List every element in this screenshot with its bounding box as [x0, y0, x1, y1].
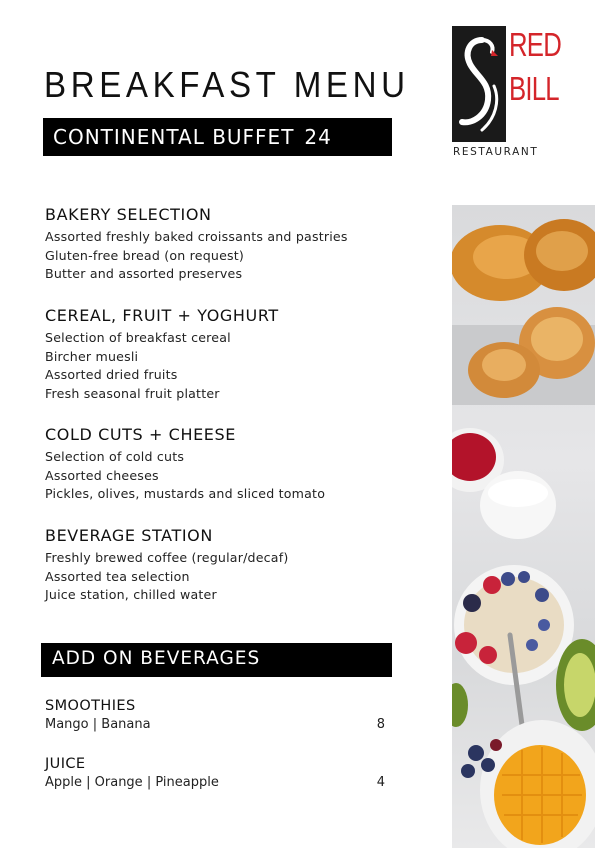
- menu-item: Pickles, olives, mustards and sliced tomato: [45, 486, 326, 502]
- section-cold-cuts: [45, 425, 405, 504]
- menu-item: Assorted cheeses: [45, 467, 159, 483]
- menu-item: Gluten-free bread (on request): [45, 247, 245, 263]
- section-cereal: [45, 306, 405, 403]
- addon-juice: [45, 756, 385, 790]
- addon-banner: ADD ON BEVERAGES: [41, 643, 392, 677]
- addon-price: 8: [376, 717, 385, 732]
- buffet-banner: [43, 118, 392, 156]
- buffet-price: 24: [304, 125, 332, 149]
- menu-item: Butter and assorted preserves: [45, 266, 243, 282]
- logo-line-bill: BILL: [509, 70, 559, 107]
- addon-options: Mango | Banana: [45, 717, 151, 732]
- restaurant-logo: [452, 26, 564, 158]
- menu-item: Selection of breakfast cereal: [45, 330, 231, 345]
- menu-item: Fresh seasonal fruit platter: [45, 385, 220, 401]
- menu-item: Assorted freshly baked croissants and pastries: [45, 229, 348, 244]
- section-heading: BEVERAGE STATION: [45, 526, 213, 545]
- page-title: BREAKFAST MENU: [44, 64, 410, 105]
- addon-name: JUICE: [45, 756, 86, 772]
- addon-name: SMOOTHIES: [45, 698, 136, 714]
- breakfast-photo: [452, 205, 595, 848]
- menu-item: Juice station, chilled water: [45, 587, 217, 603]
- section-heading: COLD CUTS + CHEESE: [45, 425, 236, 444]
- addon-smoothies: [45, 698, 385, 732]
- menu-item: Bircher muesli: [45, 348, 139, 364]
- menu-item: Freshly brewed coffee (regular/decaf): [45, 550, 289, 565]
- logo-line-red: RED: [509, 26, 562, 63]
- section-heading: CEREAL, FRUIT + YOGHURT: [45, 306, 279, 325]
- menu-item: Assorted dried fruits: [45, 367, 178, 383]
- logo-subtitle: RESTAURANT: [453, 146, 539, 158]
- menu-item: Assorted tea selection: [45, 568, 190, 584]
- addon-price: 4: [376, 775, 385, 790]
- section-beverage: [45, 526, 405, 605]
- section-heading: BAKERY SELECTION: [45, 205, 212, 224]
- swan-icon: [452, 26, 506, 142]
- section-bakery: [45, 205, 405, 284]
- menu-item: Selection of cold cuts: [45, 449, 185, 464]
- addon-options: Apple | Orange | Pineapple: [45, 775, 219, 790]
- buffet-label: CONTINENTAL BUFFET: [53, 125, 295, 149]
